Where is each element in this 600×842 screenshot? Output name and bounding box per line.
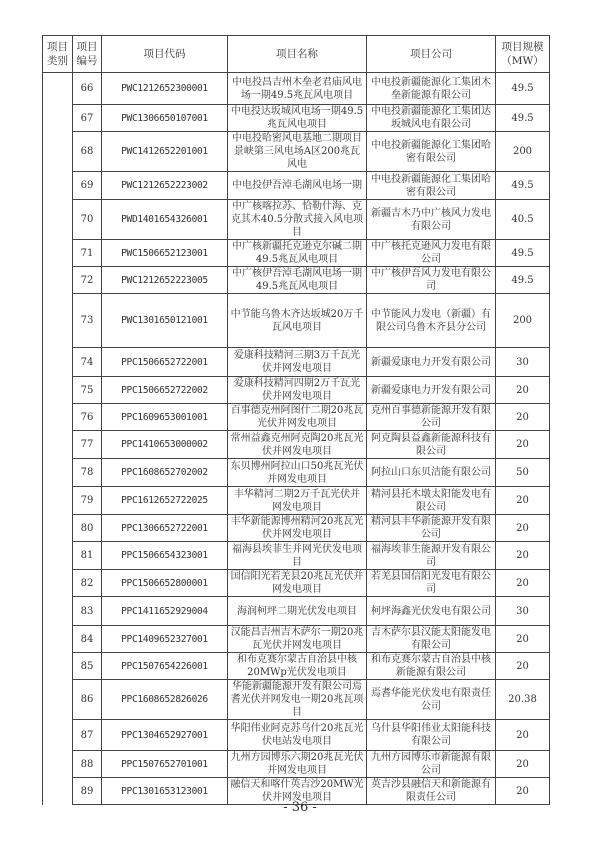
scale-cell: 20 bbox=[496, 404, 550, 431]
company-cell: 精河县丰华新能源开发有限公司 bbox=[367, 515, 496, 542]
number-cell: 74 bbox=[73, 348, 102, 377]
number-cell: 80 bbox=[73, 515, 102, 542]
table-row bbox=[43, 73, 550, 105]
number-cell: 84 bbox=[73, 626, 102, 653]
code-cell: PPC1507654226001 bbox=[102, 653, 228, 680]
table-row bbox=[43, 377, 550, 404]
name-cell: 和布克赛尔蒙古自治县中核20MWp光伏发电项目 bbox=[228, 653, 367, 680]
table-row bbox=[43, 132, 550, 172]
company-cell: 中电投新疆能源化工集团木垒新能源有限公司 bbox=[367, 73, 496, 105]
table-row bbox=[43, 626, 550, 653]
table-row bbox=[43, 680, 550, 720]
name-cell: 中电投伊吾淖毛湖风电场一期 bbox=[228, 172, 367, 200]
table-row bbox=[43, 294, 550, 348]
name-cell: 福海县埃菲生并网光伏发电项目 bbox=[228, 542, 367, 570]
scale-cell: 49.5 bbox=[496, 172, 550, 200]
scale-cell: 49.5 bbox=[496, 240, 550, 267]
header-company: 项目公司 bbox=[367, 36, 496, 73]
name-cell: 中广核伊吾淖毛湖风电场一期49.5兆瓦风电项目 bbox=[228, 267, 367, 294]
name-cell: 中电投达坂城风电场一期49.5兆瓦风电项目 bbox=[228, 105, 367, 132]
company-cell: 阿克陶县益鑫新能源科技有限公司 bbox=[367, 431, 496, 459]
company-cell: 新疆爱康电力开发有限公司 bbox=[367, 348, 496, 377]
code-cell: PPC1506654323001 bbox=[102, 542, 228, 570]
category-cell bbox=[43, 348, 73, 805]
company-cell: 中电投新疆能源化工集团哈密有限公司 bbox=[367, 132, 496, 172]
scale-cell: 49.5 bbox=[496, 73, 550, 105]
company-cell: 中广核伊吾风力发电有限公司 bbox=[367, 267, 496, 294]
company-cell: 和布克赛尔蒙古自治县中核新能源有限公司 bbox=[367, 653, 496, 680]
company-cell: 柯坪海鑫光伏发电有限公司 bbox=[367, 597, 496, 626]
company-cell: 若羌县国信阳光发电有限公司 bbox=[367, 570, 496, 597]
scale-cell: 200 bbox=[496, 132, 550, 172]
company-cell: 九州方园博乐市新能源有限公司 bbox=[367, 751, 496, 778]
code-cell: PWC1301650121001 bbox=[102, 294, 228, 348]
number-cell: 68 bbox=[73, 132, 102, 172]
project-table bbox=[42, 35, 550, 805]
table-row bbox=[43, 597, 550, 626]
table-header-row bbox=[43, 36, 550, 73]
scale-cell: 20 bbox=[496, 653, 550, 680]
company-cell: 中电投新疆能源化工集团达坂城风电有限公司 bbox=[367, 105, 496, 132]
number-cell: 88 bbox=[73, 751, 102, 778]
header-number: 项目编号 bbox=[73, 36, 102, 73]
company-cell: 中电投新疆能源化工集团哈密有限公司 bbox=[367, 172, 496, 200]
table-row bbox=[43, 459, 550, 487]
code-cell: PWC1412652201001 bbox=[102, 132, 228, 172]
scale-cell: 20 bbox=[496, 487, 550, 515]
name-cell: 中广核喀拉苏、恰勒什海、克克其木40.5分散式接入风电项目 bbox=[228, 200, 367, 240]
name-cell: 爱康科技精河三期3万千瓦光伏并网发电项目 bbox=[228, 348, 367, 377]
code-cell: PWC1306650107001 bbox=[102, 105, 228, 132]
code-cell: PPC1409652327001 bbox=[102, 626, 228, 653]
scale-cell: 20.38 bbox=[496, 680, 550, 720]
name-cell: 丰华新能源博州精河20兆瓦光伏并网发电项目 bbox=[228, 515, 367, 542]
table-row bbox=[43, 172, 550, 200]
code-cell: PPC1506652722001 bbox=[102, 348, 228, 377]
scale-cell: 20 bbox=[496, 570, 550, 597]
scale-cell: 49.5 bbox=[496, 267, 550, 294]
scale-cell: 40.5 bbox=[496, 200, 550, 240]
scale-cell: 20 bbox=[496, 720, 550, 751]
table-row bbox=[43, 653, 550, 680]
category-cell bbox=[43, 73, 73, 348]
number-cell: 89 bbox=[73, 778, 102, 805]
scale-cell: 50 bbox=[496, 459, 550, 487]
number-cell: 71 bbox=[73, 240, 102, 267]
header-name: 项目名称 bbox=[228, 36, 367, 73]
number-cell: 82 bbox=[73, 570, 102, 597]
number-cell: 76 bbox=[73, 404, 102, 431]
name-cell: 丰华精河二期2万千瓦光伏并网发电项目 bbox=[228, 487, 367, 515]
scale-cell: 20 bbox=[496, 377, 550, 404]
page-number: - 36 - bbox=[283, 800, 317, 815]
code-cell: PPC1507652701001 bbox=[102, 751, 228, 778]
company-cell: 焉耆华能光伏发电有限责任公司 bbox=[367, 680, 496, 720]
code-cell: PPC1304652927001 bbox=[102, 720, 228, 751]
table-row bbox=[43, 431, 550, 459]
name-cell: 百事德克州阿图什二期20兆瓦光伏并网发电项目 bbox=[228, 404, 367, 431]
name-cell: 中电投昌吉州木垒老君庙风电场一期49.5兆瓦风电项目 bbox=[228, 73, 367, 105]
code-cell: PPC1506652800001 bbox=[102, 570, 228, 597]
number-cell: 70 bbox=[73, 200, 102, 240]
number-cell: 87 bbox=[73, 720, 102, 751]
number-cell: 85 bbox=[73, 653, 102, 680]
name-cell: 海润柯坪二期光伏发电项目 bbox=[228, 597, 367, 626]
table-row bbox=[43, 404, 550, 431]
name-cell: 国信阳光若羌县20兆瓦光伏并网发电项目 bbox=[228, 570, 367, 597]
code-cell: PWC1212652223002 bbox=[102, 172, 228, 200]
company-cell: 吉木萨尔县汉能太阳能发电有限公司 bbox=[367, 626, 496, 653]
number-cell: 66 bbox=[73, 73, 102, 105]
company-cell: 新疆爱康电力开发有限公司 bbox=[367, 377, 496, 404]
code-cell: PPC1301653123001 bbox=[102, 778, 228, 805]
name-cell: 中节能乌鲁木齐达坂城20万千瓦风电项目 bbox=[228, 294, 367, 348]
number-cell: 79 bbox=[73, 487, 102, 515]
company-cell: 阿拉山口东贝洁能有限公司 bbox=[367, 459, 496, 487]
code-cell: PWD1401654326001 bbox=[102, 200, 228, 240]
scale-cell: 200 bbox=[496, 294, 550, 348]
code-cell: PWC1506652123001 bbox=[102, 240, 228, 267]
code-cell: PPC1306652722001 bbox=[102, 515, 228, 542]
scale-cell: 20 bbox=[496, 626, 550, 653]
number-cell: 81 bbox=[73, 542, 102, 570]
number-cell: 86 bbox=[73, 680, 102, 720]
name-cell: 九州方园博乐六期20兆瓦光伏并网发电项目 bbox=[228, 751, 367, 778]
table-row bbox=[43, 570, 550, 597]
number-cell: 69 bbox=[73, 172, 102, 200]
header-category: 项目类别 bbox=[43, 36, 73, 73]
company-cell: 乌什县华阳伟业太阳能科技有限公司 bbox=[367, 720, 496, 751]
company-cell: 中广核托克逊风力发电有限公司 bbox=[367, 240, 496, 267]
code-cell: PPC1608652826026 bbox=[102, 680, 228, 720]
scale-cell: 49.5 bbox=[496, 105, 550, 132]
code-cell: PPC1411652929004 bbox=[102, 597, 228, 626]
scale-cell: 20 bbox=[496, 431, 550, 459]
code-cell: PPC1609653001001 bbox=[102, 404, 228, 431]
scale-cell: 20 bbox=[496, 515, 550, 542]
name-cell: 东贝博州阿拉山口50兆瓦光伏并网发电项目 bbox=[228, 459, 367, 487]
table-row bbox=[43, 515, 550, 542]
number-cell: 67 bbox=[73, 105, 102, 132]
company-cell: 克州百事德新能源开发有限公司 bbox=[367, 404, 496, 431]
table-row bbox=[43, 542, 550, 570]
number-cell: 73 bbox=[73, 294, 102, 348]
header-scale: 项目规模（MW） bbox=[496, 36, 550, 73]
company-cell: 新疆吉木乃中广核风力发电有限公司 bbox=[367, 200, 496, 240]
table-row bbox=[43, 105, 550, 132]
table-row bbox=[43, 487, 550, 515]
scale-cell: 30 bbox=[496, 597, 550, 626]
scale-cell: 20 bbox=[496, 778, 550, 805]
table-row bbox=[43, 720, 550, 751]
company-cell: 福海埃菲生能源开发有限公司 bbox=[367, 542, 496, 570]
company-cell: 精河县托木墩太阳能发电有限公司 bbox=[367, 487, 496, 515]
name-cell: 常州益鑫克州阿克陶20兆瓦光伏并网发电项目 bbox=[228, 431, 367, 459]
table-row bbox=[43, 240, 550, 267]
name-cell: 爱康科技精河四期2万千瓦光伏并网发电项目 bbox=[228, 377, 367, 404]
code-cell: PPC1410653000002 bbox=[102, 431, 228, 459]
scale-cell: 30 bbox=[496, 348, 550, 377]
table-row bbox=[43, 200, 550, 240]
header-code: 项目代码 bbox=[102, 36, 228, 73]
number-cell: 72 bbox=[73, 267, 102, 294]
number-cell: 77 bbox=[73, 431, 102, 459]
name-cell: 中广核新疆托克逊克尔碱二期49.5兆瓦风电项目 bbox=[228, 240, 367, 267]
name-cell: 华能新疆能源开发有限公司焉耆光伏并网发电一期20兆瓦项目 bbox=[228, 680, 367, 720]
code-cell: PPC1612652722025 bbox=[102, 487, 228, 515]
scale-cell: 20 bbox=[496, 751, 550, 778]
code-cell: PWC1212652223005 bbox=[102, 267, 228, 294]
name-cell: 华阳伟业阿克苏乌什20兆瓦光伏电站发电项目 bbox=[228, 720, 367, 751]
table-row bbox=[43, 348, 550, 377]
code-cell: PPC1506652722002 bbox=[102, 377, 228, 404]
name-cell: 汉能昌吉州吉木萨尔一期20兆瓦光伏并网发电项目 bbox=[228, 626, 367, 653]
scale-cell: 20 bbox=[496, 542, 550, 570]
company-cell: 中节能风力发电（新疆）有限公司乌鲁木齐县分公司 bbox=[367, 294, 496, 348]
number-cell: 75 bbox=[73, 377, 102, 404]
number-cell: 83 bbox=[73, 597, 102, 626]
code-cell: PPC1608652702002 bbox=[102, 459, 228, 487]
name-cell: 融信天和喀什英吉沙20MW光伏并网发电项目 bbox=[228, 778, 367, 805]
code-cell: PWC1212652300001 bbox=[102, 73, 228, 105]
name-cell: 中电投哈密风电基地二期项目景峡第三风电场A区200兆瓦风电 bbox=[228, 132, 367, 172]
company-cell: 英吉沙县融信天和新能源有限责任公司 bbox=[367, 778, 496, 805]
number-cell: 78 bbox=[73, 459, 102, 487]
table-row bbox=[43, 751, 550, 778]
table-row bbox=[43, 267, 550, 294]
